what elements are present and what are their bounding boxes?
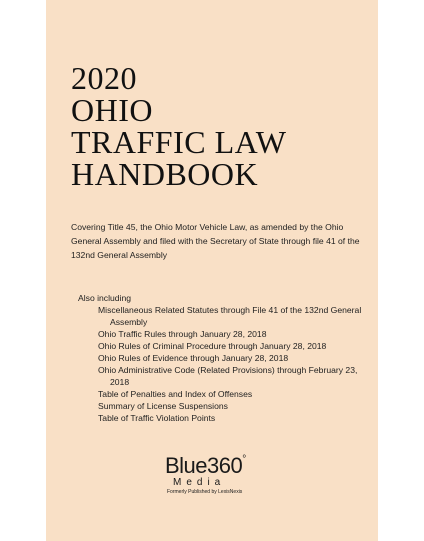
publisher-brand-name: Blue360 [165,453,243,478]
title-year: 2020 [71,60,137,96]
title-subject: TRAFFIC LAW [71,124,287,160]
publisher-brand [165,455,275,477]
publisher-logo [165,455,275,496]
book-title [71,62,286,190]
also-including-list [78,304,368,424]
publisher-brand-mark: ° [242,454,246,465]
list-item: Ohio Rules of Evidence through January 28, 2018 [98,353,289,363]
list-item: Ohio Rules of Criminal Procedure through January 28, 2018 [98,341,327,351]
title-state: OHIO [71,92,153,128]
list-item: Ohio Administrative Code (Related Provisions) through February 23, 2018 [98,365,358,387]
list-item: Table of Traffic Violation Points [98,413,216,423]
publisher-credit: Formerly Published by LexisNexis [167,489,243,495]
also-including-section [78,292,368,424]
title-type: HANDBOOK [71,156,259,192]
publisher-brand-sub: Media [173,477,226,488]
list-item: Ohio Traffic Rules through January 28, 2018 [98,329,267,339]
coverage-description: Covering Title 45, the Ohio Motor Vehicle Law, as amended by the Ohio General Assembly and filed with the Secretary of State through file 41 of the 132nd General Assembly [71,222,360,260]
list-item: Miscellaneous Related Statutes through File 41 of the 132nd General Assembly [98,305,362,327]
book-cover [46,0,378,541]
list-item: Summary of License Suspensions [98,401,228,411]
list-item: Table of Penalties and Index of Offenses [98,389,253,399]
also-including-heading: Also including [78,293,132,303]
